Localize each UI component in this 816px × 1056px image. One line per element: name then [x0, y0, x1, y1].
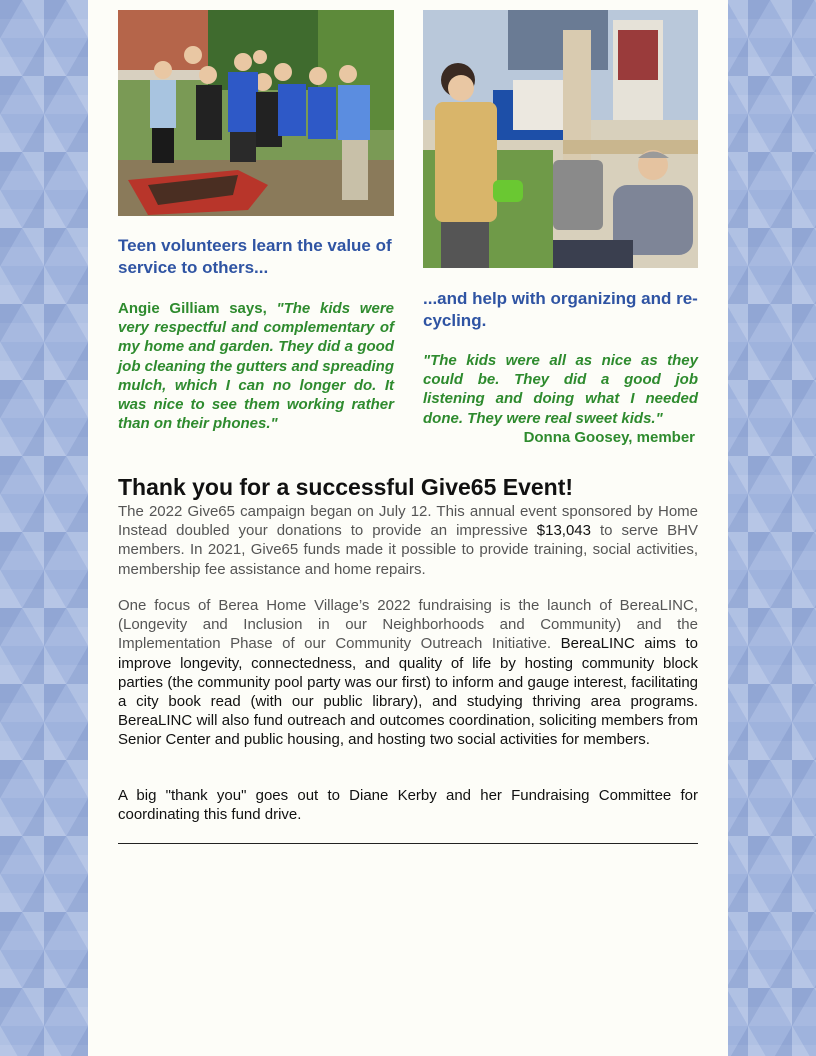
newsletter-page [88, 0, 728, 1056]
section-divider [118, 843, 698, 844]
recycling-help-photo [423, 10, 698, 268]
p1-text-a: The 2022 Give65 campaign began on July 12. This annual event sponsored by Home Instead doubled your donations to provide an impressive [118, 503, 698, 540]
left-quote [118, 299, 394, 433]
article-paragraph-3: A big "thank you" goes out to Diane Kerby and her Fundraising Committee for coordinating this fund drive. [118, 787, 698, 824]
p1-text-b: to serve BHV members. In 2021, Give65 funds made it possible to provide training, social activities, membership fee assistance and home repairs. [118, 522, 698, 578]
left-quote-text: "The kids were very respectful and complementary of my home and garden. They did a good job cleaning the gutters and spreading mulch, which I can no longer do. It was nice to see them working rather than on their phones." [118, 300, 394, 433]
p2-text-a: One focus of Berea Home Village’s 2022 fundraising is the launch of BereaLINC, (Longevity and Inclusion in our Neighborhoods and Community) and the Implementation Phase of our Community Outreach Initiative. [118, 597, 698, 653]
teen-volunteers-photo [118, 10, 394, 216]
right-quote-text: "The kids were all as nice as they could be. They did a good job listening and doing what I needed done. They were real sweet kids." [423, 352, 698, 427]
right-caption: ...and help with organizing and re-cycling. [423, 289, 698, 330]
article-paragraph-2 [118, 596, 698, 750]
right-quote-attribution: Donna Goosey, member [523, 429, 695, 446]
article-paragraph-1 [118, 502, 698, 579]
article-title: Thank you for a successful Give65 Event! [118, 474, 574, 500]
donation-amount: $13,043 [536, 522, 591, 540]
left-caption: Teen volunteers learn the value of service to others... [118, 236, 392, 277]
left-quote-speaker: Angie Gilliam says, [118, 300, 267, 317]
p2-text-b: BereaLINC aims to improve longevity, connectedness, and quality of life by hosting community block parties (the community pool party was our first) to inform and gauge interest, facilitating a city book read (with our public library), and studying thriving area programs. BereaLINC will also fund outreach and outcomes coordination, soliciting members from Senior Center and public housing, and hosting two social activities for members. [118, 635, 698, 749]
right-quote [423, 351, 698, 428]
